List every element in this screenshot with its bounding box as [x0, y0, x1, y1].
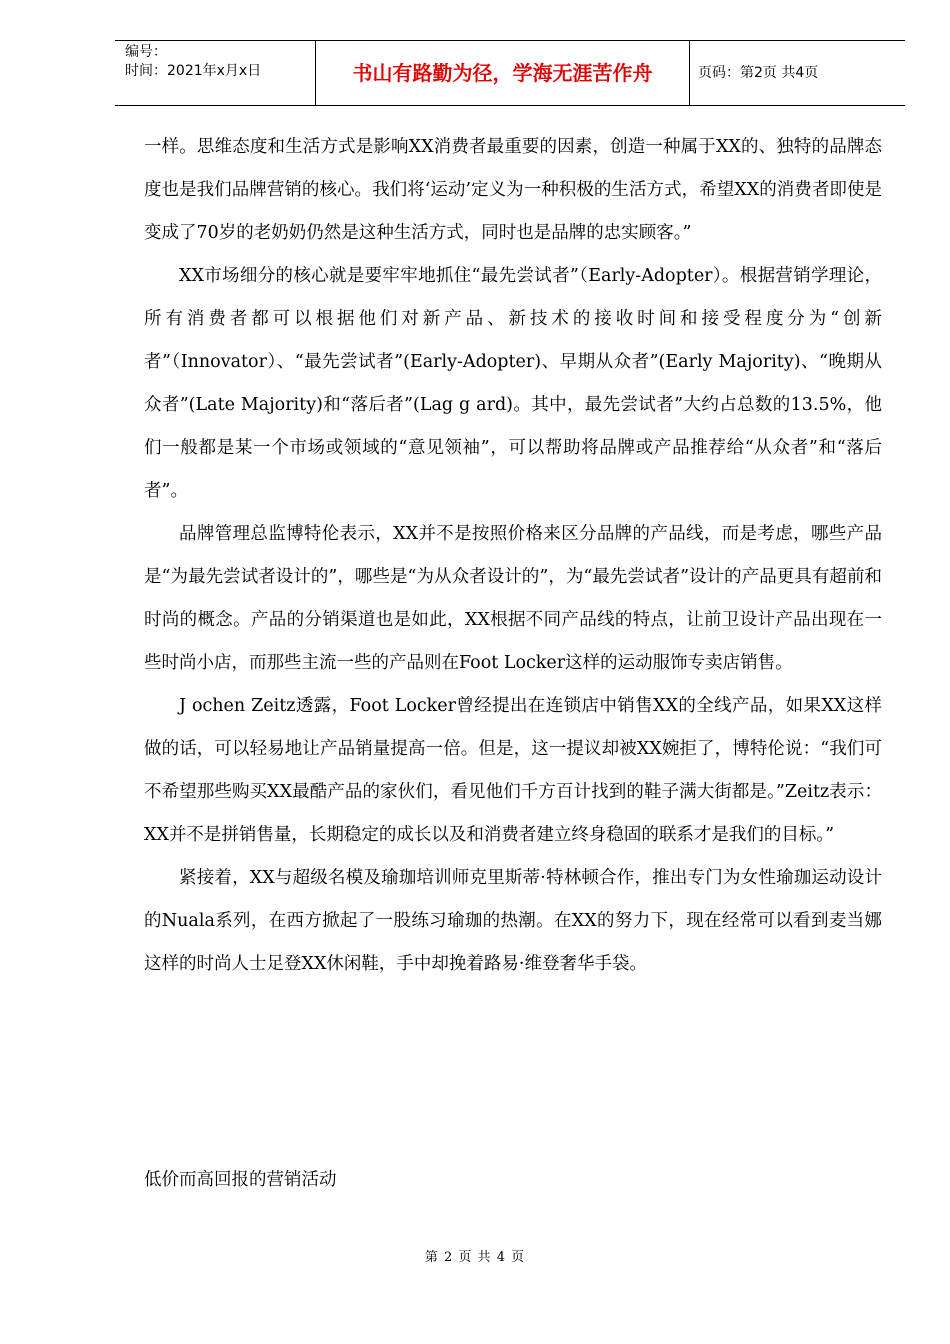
paragraph-foot-locker: J ochen Zeitz透露，Foot Locker曾经提出在连锁店中销售XX的全线产品，如果XX这样做的话，可以轻易地让产品销量提高一倍。但是，这一提议却被XX婉拒了，博特伦说：“我们可不希望那些购买XX最酷产品的家伙们，看见他们千方百计找到的鞋子满大街都是。”Zeitz表示：XX并不是拼销售量，长期稳定的成长以及和消费者建立终身稳固的联系才是我们的目标。”	[144, 696, 882, 845]
document-body	[144, 126, 882, 986]
section-heading: 低价而高回报的营销活动	[144, 1170, 337, 1190]
page-footer: 第 2 页 共 4 页	[424, 1250, 526, 1265]
paragraph-nuala-series: 紧接着，XX与超级名模及瑜珈培训师克里斯蒂·特林顿合作，推出专门为女性瑜珈运动设计的Nuala系列，在西方掀起了一股练习瑜珈的热潮。在XX的努力下，现在经常可以看到麦当娜这样的时尚人士足登XX休闲鞋，手中却挽着路易·维登奢华手袋。	[144, 868, 882, 974]
paragraph-market-segmentation: XX市场细分的核心就是要牢牢地抓住“最先尝试者”（Early-Adopter）。根据营销学理论，所有消费者都可以根据他们对新产品、新技术的接收时间和接受程度分为“创新者”（Innovator）、“最先尝试者”(Early-Adopter)、早期从众者”(Early Majority)、“晚期从众者”(Late Majority)和“落后者”(Lag g ard)。其中，最先尝试者”大约占总数的13.5%，他们一般都是某一个市场或领域的“意见领袖”，可以帮助将品牌或产品推荐给“从众者”和“落后者”。	[144, 266, 882, 501]
paragraph-continuation: 一样。思维态度和生活方式是影响XX消费者最重要的因素，创造一种属于XX的、独特的品牌态度也是我们品牌营销的核心。我们将‘运动’定义为一种积极的生活方式，希望XX的消费者即使是变成了70岁的老奶奶仍然是这种生活方式，同时也是品牌的忠实顾客。”	[144, 137, 882, 243]
header-motto: 书山有路勤为径，学海无涯苦作舟	[315, 41, 690, 105]
header-meta	[115, 41, 315, 105]
document-number-label: 编号：	[125, 44, 167, 60]
document-date: 时间：2021年x月x日	[125, 63, 262, 79]
paragraph-product-lines: 品牌管理总监博特伦表示，XX并不是按照价格来区分品牌的产品线，而是考虑，哪些产品是“为最先尝试者设计的”，哪些是“为从众者设计的”，为“最先尝试者”设计的产品更具有超前和时尚的概念。产品的分销渠道也是如此，XX根据不同产品线的特点，让前卫设计产品出现在一些时尚小店，而那些主流一些的产品则在Foot Locker这样的运动服饰专卖店销售。	[144, 524, 882, 673]
page-header	[115, 40, 905, 106]
header-page-info: 页码：第2页 共4页	[698, 65, 819, 81]
